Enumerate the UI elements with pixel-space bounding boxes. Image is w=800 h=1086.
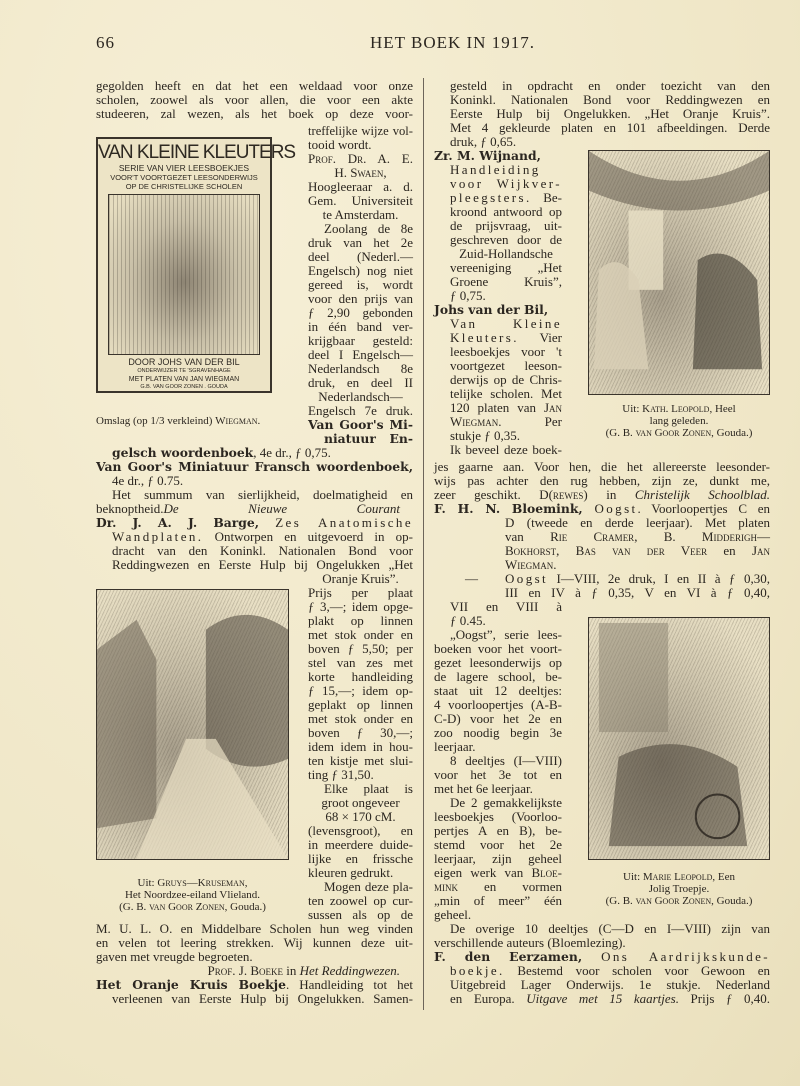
text-line: leerjaar.	[434, 739, 476, 754]
bold-text: Dr. J. A. J. Barge,	[96, 515, 276, 530]
text-line	[308, 432, 413, 446]
text-line: vereeniging „Het	[450, 260, 562, 275]
bold-text: Van Goor's Miniatuur Fransch woordenboek,	[96, 459, 413, 474]
text-span: ) in	[583, 487, 635, 502]
text-line: 4 voorloopertjes (A-B-	[434, 697, 562, 712]
illustration-caption	[588, 403, 770, 439]
spaced-text: Van Kleine	[450, 316, 562, 331]
text-line: pertjes A en B), be-	[434, 823, 562, 838]
text-line: verschillende auteurs (Bloemlezing).	[434, 935, 626, 950]
text-line	[434, 415, 562, 429]
page-number: 66	[96, 33, 115, 52]
text-line: voor het 3e tot en	[434, 767, 562, 782]
text-span: eigen werk van	[434, 865, 532, 880]
small-caps-text: Kath. Leopold	[642, 403, 710, 415]
text-span: (G. B.	[605, 895, 636, 907]
text-line: en velen tot leering strekken. Wij kunnen deze uit-	[96, 935, 413, 950]
text-line: druk van het 2e	[308, 235, 413, 250]
text-line	[96, 530, 413, 544]
text-span: Uit:	[623, 871, 643, 883]
text-column-block	[96, 922, 413, 1006]
text-line	[96, 446, 413, 460]
small-caps-text: Prof. Dr. A. E.	[308, 151, 413, 166]
text-span: in	[283, 963, 300, 978]
text-line	[434, 303, 562, 317]
text-line	[434, 880, 562, 894]
text-span: beknoptheid.	[96, 501, 164, 516]
text-line: boven ƒ 30,—;	[308, 725, 413, 740]
text-line: Engelsch 7e druk.	[308, 403, 413, 418]
bold-text: Het Oranje Kruis Boekje	[96, 977, 287, 992]
text-line: 68 × 170 cM.	[325, 809, 396, 824]
text-line: gesteld in opdracht en onder toezicht van den	[450, 78, 770, 93]
text-line: Groene Kruis”,	[450, 274, 562, 289]
text-line: Uitgebreid Lager Onderwijs. 1e stukje. Nederland	[450, 977, 770, 992]
text-line	[434, 488, 770, 502]
text-line: derwijs op de Chris-	[450, 372, 562, 387]
text-line: Hoogleeraar a. d.	[308, 179, 413, 194]
text-line	[434, 558, 770, 572]
cover-author: DOOR JOHS VAN DER BIL	[128, 357, 240, 367]
text-line	[308, 418, 413, 432]
text-line	[96, 901, 289, 913]
text-line	[96, 460, 413, 474]
text-line	[434, 992, 770, 1006]
text-line: ƒ 3,—; idem opge-	[308, 599, 413, 614]
spaced-text: Ons Aardrijkskunde-	[601, 949, 771, 964]
text-line: stukje ƒ 0,35.	[450, 428, 521, 443]
text-line	[434, 401, 562, 415]
text-line: jes gaarne aan. Voor hen, die het allereerste leesonder-	[434, 459, 770, 474]
text-line: ƒ 0,75.	[450, 288, 486, 303]
text-line: leerjaar, zijn geheel	[434, 851, 562, 866]
cover-publisher: G.B. VAN GOOR ZONEN . GOUDA	[140, 384, 228, 390]
text-line: scholen, zoowel als voor allen, die voor een akte	[96, 92, 413, 107]
text-line: druk, ƒ 0,65.	[450, 134, 517, 149]
spaced-text: pleegsters.	[450, 190, 532, 205]
text-span: (G. B.	[605, 427, 636, 439]
spaced-text: boekje.	[450, 963, 505, 978]
bold-text: Van Goor's Mi-	[308, 417, 413, 432]
text-line: Oranje Kruis”.	[322, 571, 399, 586]
bold-text: F. H. N. Bloemink,	[434, 501, 595, 516]
text-line: groot ongeveer	[321, 795, 400, 810]
text-line: wijs pas achter den rug hebben, zijn ze, dunkt me,	[434, 473, 770, 488]
text-line	[434, 866, 562, 880]
italic-text: Het Reddingwezen.	[299, 963, 400, 978]
text-line	[434, 163, 562, 177]
text-span: , Gouda.)	[711, 427, 753, 439]
text-line: „min of meer” één	[434, 893, 562, 908]
small-caps-text: Prof. J. Boeke	[207, 963, 283, 978]
text-line: „Oogst”, serie lees-	[450, 627, 562, 642]
cover-illustrator: MET PLATEN VAN JAN WIEGMAN	[128, 376, 240, 383]
text-line: deel I Engelsch—	[308, 347, 413, 362]
text-line: C-D) voor het 2e en	[434, 711, 562, 726]
cover-subtitle-1: SERIE VAN VIER LEESBOEKJES	[118, 163, 250, 173]
text-line	[434, 191, 562, 205]
text-span: , Gouda.)	[224, 901, 266, 913]
text-span: Uit:	[622, 403, 643, 415]
text-line: kroond antwoord op	[450, 204, 562, 219]
text-span: , Gouda.)	[711, 895, 753, 907]
small-caps-text: van Goor Zonen	[635, 427, 712, 439]
small-caps-text: van Goor Zonen	[149, 901, 225, 913]
text-line: Engelsch) nog niet	[308, 263, 413, 278]
text-span: (G. B.	[119, 901, 150, 913]
text-line	[588, 403, 770, 415]
text-line: in meerdere duide-	[308, 837, 413, 852]
bold-text: Zr. M. Wijnand,	[434, 148, 541, 163]
text-line: Prijs per plaat	[308, 585, 413, 600]
bold-text: gelsch woordenboek	[112, 445, 254, 460]
text-line: tooid wordt.	[308, 137, 372, 152]
text-line	[434, 331, 562, 345]
text-line	[588, 895, 770, 907]
small-caps-text: H. Swaen,	[334, 165, 387, 180]
bold-text: niatuur En-	[324, 431, 413, 446]
text-line	[434, 177, 562, 191]
text-line: ting ƒ 31,50.	[308, 767, 374, 782]
cover-title: VAN KLEINE KLEUTERS	[98, 142, 296, 163]
text-line: treffelijke wijze vol-	[308, 124, 413, 138]
text-line	[96, 516, 413, 530]
italic-text: Christelijk Schoolblad.	[634, 487, 770, 502]
cover-subtitle-3: OP DE CHRISTELIJKE SCHOLEN	[125, 182, 243, 191]
text-line: De 2 gemakkelijkste	[450, 795, 562, 810]
illustration-caption	[588, 871, 770, 907]
text-line	[588, 427, 770, 439]
text-line: D (tweede en derde leerjaar). Met platen	[505, 515, 770, 530]
text-line	[434, 149, 562, 163]
text-line: Het summum van sierlijkheid, doelmatigheid en	[112, 487, 413, 502]
dash-mark: —	[465, 571, 478, 586]
text-line	[434, 530, 770, 544]
text-line: Ik beveel deze boek-	[450, 442, 562, 457]
text-line: korte handleiding	[308, 669, 413, 684]
wagon-interior-illustration	[588, 150, 770, 395]
text-column-block	[434, 79, 770, 149]
text-line: (levensgroot), en	[308, 823, 413, 838]
text-span: . Handleiding tot het	[286, 977, 413, 992]
italic-text: De Nieuwe Courant	[163, 501, 400, 516]
small-caps-text: Gruys—Kruseman,	[157, 877, 248, 889]
text-line: De overige 10 deeltjes (C—D en I—VIII) zijn van	[450, 921, 770, 936]
text-line: kleuren gedrukt.	[308, 865, 394, 880]
text-column-block	[308, 124, 413, 446]
text-span: en vormen	[458, 879, 562, 894]
text-line: lijke en frissche	[308, 851, 413, 866]
text-line	[96, 978, 413, 992]
small-caps-text: Marie Leopold	[642, 871, 713, 883]
small-caps-text: Wiegman.	[215, 415, 261, 427]
text-line: Jolig Troepje.	[648, 883, 710, 895]
text-line: 8 deeltjes (I—VIII)	[450, 753, 562, 768]
text-line: stel van zes met	[308, 655, 413, 670]
spaced-text: Zes Anatomische	[275, 515, 413, 530]
text-line: Zoolang de 8e	[324, 221, 413, 236]
spaced-text: Kleuters.	[450, 330, 519, 345]
text-span: , Een	[712, 871, 735, 883]
text-line	[434, 317, 562, 331]
text-line: Mogen deze pla-	[324, 879, 413, 894]
text-line: dracht van den Koninkl. Nationalen Bond voor	[112, 543, 413, 558]
text-line: Gem. Universiteit	[308, 193, 413, 208]
text-line: te Amsterdam.	[322, 207, 399, 222]
text-column-block	[96, 79, 413, 121]
text-line: ten zoowel op cur-	[308, 893, 413, 908]
small-caps-text: rewes	[552, 487, 584, 502]
text-line: Elke plaat is	[324, 781, 413, 796]
text-line: studeeren, zal wezen, als het boek op deze voor-	[96, 106, 413, 121]
small-caps-text: van Goor Zonen	[635, 895, 712, 907]
text-span: , 4e dr., ƒ 0,75.	[253, 445, 331, 460]
text-span: en Europa.	[450, 991, 527, 1006]
text-column-block	[434, 922, 770, 1006]
text-span: 120 platen van	[450, 400, 544, 415]
text-line: Het Noordzee-eiland Vlieland.	[124, 889, 261, 901]
text-line: gaven met vreugde begroeten.	[96, 949, 253, 964]
text-line: in één band ver-	[308, 319, 413, 334]
text-line: Met 4 gekleurde platen en 101 afbeeldingen. Derde	[450, 120, 770, 135]
text-line: sussen als op de	[308, 907, 413, 922]
text-span: I—VIII, 2e druk, I en II à ƒ 0,30,	[548, 571, 770, 586]
text-line: voortgezet leeson-	[450, 358, 562, 373]
text-line	[96, 964, 413, 978]
column-divider	[423, 78, 424, 1010]
text-line	[434, 950, 770, 964]
text-column-block	[434, 600, 562, 922]
text-line: druk, en deel II	[308, 375, 413, 390]
text-line: ten kistje met slui-	[308, 753, 413, 768]
text-span: Be-	[531, 190, 562, 205]
small-caps-text: Bokhorst, Bas van der Veer	[505, 543, 708, 558]
small-caps-text: Bloe-	[531, 865, 562, 880]
text-line: plakt op linnen	[308, 613, 413, 628]
text-span: en	[707, 543, 752, 558]
running-title: HET BOEK IN 1917.	[370, 33, 535, 52]
text-line: Nederlandsch—	[318, 389, 403, 404]
text-line: Zuid-Hollandsche	[459, 246, 553, 261]
small-caps-text: Jan	[543, 400, 562, 415]
small-caps-text: mink	[434, 879, 458, 894]
text-line: staat uit 12 deeltjes:	[434, 683, 562, 698]
text-line: geheel.	[434, 907, 472, 922]
text-span: Prijs ƒ 0,40.	[678, 991, 771, 1006]
text-line: lang geleden.	[649, 415, 709, 427]
village-street-illustration	[96, 589, 289, 860]
text-line	[434, 544, 770, 558]
text-line	[96, 502, 413, 516]
spaced-text: Wandplaten.	[112, 529, 204, 544]
text-line: Nederlandsch 8e	[308, 361, 413, 376]
text-line: gereed is, wordt	[308, 277, 413, 292]
text-span: , Heel	[709, 403, 736, 415]
text-column-block	[96, 446, 413, 572]
text-column-block	[308, 572, 413, 922]
text-line	[96, 415, 276, 427]
bold-text: F. den Eerzamen,	[434, 949, 602, 964]
text-line	[588, 871, 770, 883]
cover-scene-picture	[108, 194, 260, 355]
text-line: met het 6e leerjaar.	[434, 781, 533, 796]
text-line: Eerste Hulp bij Ongelukken. „Het Oranje Kruis”.	[450, 106, 770, 121]
text-span: Per	[501, 414, 562, 429]
cover-author-role: ONDERWIJZER TE 'SGRAVENHAGE	[137, 368, 231, 374]
text-line: VII en VIII à	[450, 599, 562, 614]
text-line	[434, 964, 770, 978]
spaced-text: Oogst	[594, 501, 638, 516]
small-caps-text: Wiegman.	[505, 557, 557, 572]
text-column-block	[434, 460, 770, 600]
text-line	[96, 877, 289, 889]
italic-text: Uitgave met 15 kaartjes.	[526, 991, 679, 1006]
text-span: Omslag (op 1/3 verkleind)	[96, 415, 216, 427]
text-line: telijke scholen. Met	[450, 386, 562, 401]
text-span: Bestemd voor scholen voor Gewoon en	[504, 963, 770, 978]
text-line: met stok onder en	[308, 627, 413, 642]
text-line: met stok onder en	[308, 711, 413, 726]
text-line: voor den prijs van	[308, 291, 413, 306]
text-line: ƒ 2,90 gebonden	[308, 305, 413, 320]
small-caps-text: Wiegman.	[450, 414, 502, 429]
street-children-illustration	[588, 617, 770, 860]
small-caps-text: Jan	[751, 543, 770, 558]
text-line: M. U. L. O. en Middelbare Scholen hun weg vinden	[96, 921, 413, 936]
spaced-text: Handleiding	[450, 162, 541, 177]
text-span: Uit:	[137, 877, 158, 889]
text-span: van	[505, 529, 551, 544]
bold-text: Johs van der Bil,	[434, 302, 549, 317]
text-span: zeer geschikt. D(	[434, 487, 553, 502]
text-line: idem idem in hou-	[308, 739, 413, 754]
text-line: geschreven door de	[450, 232, 562, 247]
text-line: Koninkl. Nationalen Bond voor Reddingwezen en	[450, 92, 770, 107]
small-caps-text: Rie Cramer, B. Midderigh—	[550, 529, 770, 544]
text-line: boeken voor het voort-	[434, 641, 562, 656]
text-line: verleenen van Eerste Hulp bij Ongelukken. Samen-	[112, 991, 413, 1006]
spaced-text: voor Wijkver-	[450, 176, 562, 191]
text-line: gezet leesonderwijs op	[434, 655, 562, 670]
illustration-caption	[96, 415, 276, 427]
text-line: III en IV à ƒ 0,35, V en VI à ƒ 0,40,	[505, 585, 770, 600]
text-line: krijgbaar gesteld:	[308, 333, 413, 348]
text-line	[434, 572, 770, 586]
text-line: Reddingwezen en Eerste Hulp bij Ongelukken „Het	[112, 557, 413, 572]
text-column-block	[434, 149, 562, 457]
text-line: de lagere school, be-	[434, 669, 562, 684]
book-cover-illustration	[96, 137, 296, 393]
text-line: leesboekjes voor 't	[450, 344, 562, 359]
cover-subtitle-2: VOOR'T VOORTGEZET LEESONDERWIJS	[110, 173, 258, 182]
illustration-caption	[96, 877, 289, 913]
text-line: stemd voor het 2e	[434, 837, 562, 852]
text-line: boven ƒ 5,50; per	[308, 641, 413, 656]
text-line	[308, 166, 413, 180]
text-line: ƒ 0.45.	[450, 613, 486, 628]
text-line: deel (Nederl.—	[308, 249, 413, 264]
text-line	[434, 502, 770, 516]
text-span: Vier	[518, 330, 562, 345]
text-span: . Voorloopertjes C en	[637, 501, 771, 516]
text-line: leesboekjes (Voorloo-	[434, 809, 562, 824]
text-span: Ontworpen en uitgevoerd in op-	[203, 529, 413, 544]
spaced-text: Oogst	[505, 571, 549, 586]
text-line: gegolden heeft en dat het een weldaad voor onze	[96, 78, 413, 93]
text-line: de prijsvraag, uit-	[450, 218, 562, 233]
text-line	[308, 152, 413, 166]
text-line: 4e dr., ƒ 0.75.	[112, 473, 184, 488]
text-line: zoo noodig begin 3e	[434, 725, 562, 740]
text-line: geplakt op linnen	[308, 697, 413, 712]
text-line: ƒ 15,—; idem op-	[308, 683, 413, 698]
